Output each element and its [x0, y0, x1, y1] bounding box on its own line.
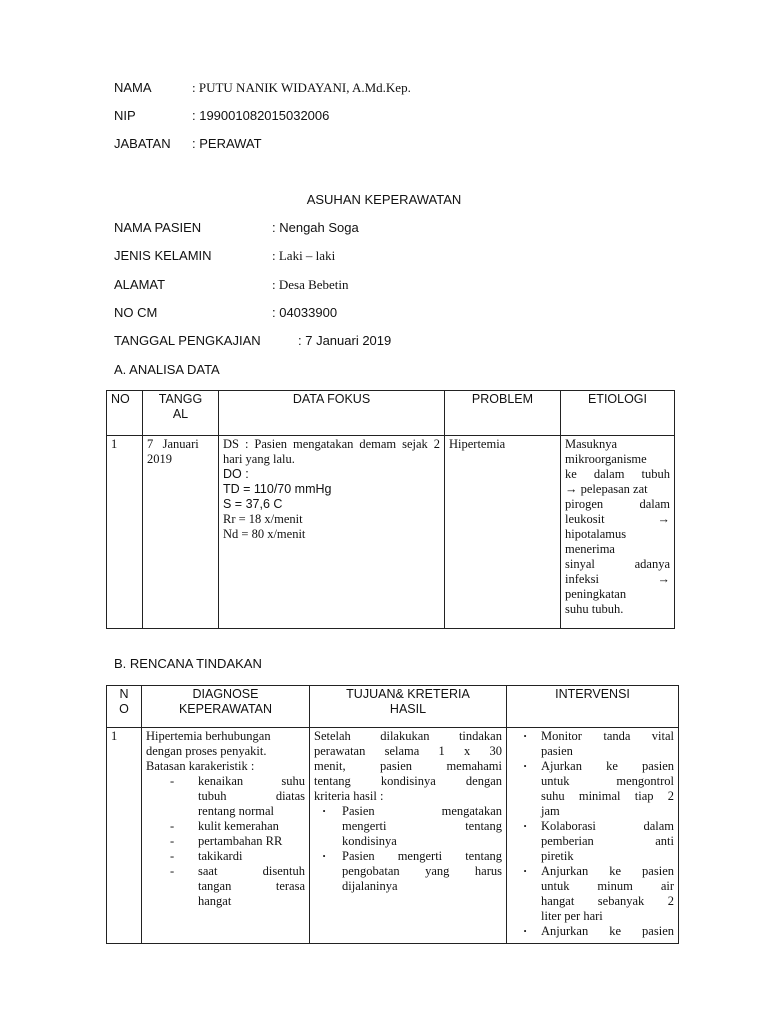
col-header-intervensi: INTERVENSI [507, 686, 679, 728]
col-header-tujuan: TUJUAN& KRETERIA HASIL [310, 686, 507, 728]
row-intervensi [507, 728, 679, 944]
col-header-tanggal: TANGG AL [143, 391, 219, 436]
jenis-kelamin-label: JENIS KELAMIN [114, 248, 212, 263]
jabatan-value: : PERAWAT [192, 136, 262, 151]
arrow-right-icon: → [657, 512, 670, 526]
nama-value: : PUTU NANIK WIDAYANI, A.Md.Kep. [192, 80, 411, 95]
arrow-right-icon: → [657, 572, 670, 586]
row-data-fokus [219, 436, 445, 629]
nocm-label: NO CM [114, 305, 158, 320]
list-item: · Anjurkan ke pasien [511, 924, 674, 939]
tanggal-pengkajian-value: : 7 Januari 2019 [298, 333, 392, 348]
arrow-right-icon: → [565, 482, 578, 496]
analisa-data-table [106, 390, 675, 629]
list-item: · Monitor tanda vital pasien [511, 729, 674, 759]
row-tanggal: 7 Januari 2019 [143, 436, 219, 629]
nama-pasien-label: NAMA PASIEN [114, 220, 202, 235]
document-title: ASUHAN KEPERAWATAN [306, 192, 462, 207]
row-no: 1 [107, 728, 142, 944]
kriteria-list [314, 804, 502, 894]
col-header-problem: PROBLEM [445, 391, 561, 436]
nip-value: : 199001082015032006 [192, 108, 330, 123]
rr-value: Rr = 18 x/menit [223, 512, 303, 526]
s-value: S = 37,6 C [223, 497, 283, 511]
row-tujuan: Setelah dilakukan tindakan perawatan selama 1 x 30 menit, pasien memahami tentang kondisinya dengan kriteria hasil : · Pasien mengatakan mengerti tentang kondisinya · Pasien mengerti tentang pengobatan yang harus dijalaninya [310, 728, 507, 944]
col-header-etiologi: ETIOLOGI [561, 391, 675, 436]
section-a-heading: A. ANALISA DATA [114, 362, 220, 377]
list-item: - saat disentuh tangan terasa hangat [170, 864, 305, 909]
list-item: - kulit kemerahan [170, 819, 305, 834]
list-item: · Anjurkan ke pasien untuk minum air hangat sebanyak 2 liter per hari [511, 864, 674, 924]
row-etiologi: Masuknya mikroorganisme ke dalam tubuh → pelepasan zat pirogen dalam leukosit → hipotalamus menerima sinyal adanya infeksi → peningkatan suhu tubuh. [561, 436, 675, 629]
list-item: - pertambahan RR [170, 834, 305, 849]
nama-pasien-value: : Nengah Soga [272, 220, 359, 235]
nama-label: NAMA [114, 80, 152, 95]
col-header-data-fokus: DATA FOKUS [219, 391, 445, 436]
intervensi-list [511, 729, 674, 939]
list-item: · Kolaborasi dalam pemberian anti piretik [511, 819, 674, 864]
list-item: - takikardi [170, 849, 305, 864]
nocm-value: : 04033900 [272, 305, 338, 320]
analisa-row-1 [107, 436, 675, 629]
section-b-heading: B. RENCANA TINDAKAN [114, 656, 262, 671]
jenis-kelamin-value: : Laki – laki [272, 248, 336, 263]
row-diagnose: Hipertemia berhubungan dengan proses penyakit. Batasan karakeristik : - kenaikan suhu tubuh diatas rentang normal - kulit kemerahan - pertambahan RR - takikardi - saat disentuh tangan terasa hangat [142, 728, 310, 944]
tanggal-pengkajian-label: TANGGAL PENGKAJIAN [114, 333, 261, 348]
col-header-no: NO [107, 391, 143, 436]
do-label: DO : [223, 467, 249, 481]
batasan-list [146, 774, 305, 909]
list-item: · Pasien mengatakan mengerti tentang kondisinya [314, 804, 502, 849]
list-item: · Pasien mengerti tentang pengobatan yang harus dijalaninya [314, 849, 502, 894]
alamat-value: : Desa Bebetin [272, 277, 349, 292]
rencana-header-row [107, 686, 679, 728]
ds-text: DS : Pasien mengatakan demam sejak 2 hari yang lalu. [223, 437, 440, 466]
alamat-label: ALAMAT [114, 277, 166, 292]
rencana-row-1 [107, 728, 679, 944]
col-header-diagnose: DIAGNOSE KEPERAWATAN [142, 686, 310, 728]
nd-value: Nd = 80 x/menit [223, 527, 306, 541]
analisa-header-row [107, 391, 675, 436]
row-problem: Hipertemia [445, 436, 561, 629]
row-no: 1 [107, 436, 143, 629]
jabatan-label: JABATAN [114, 136, 171, 151]
col-header-no: N O [107, 686, 142, 728]
nip-label: NIP [114, 108, 136, 123]
td-value: TD = 110/70 mmHg [223, 482, 332, 496]
list-item: - kenaikan suhu tubuh diatas rentang normal [170, 774, 305, 819]
list-item: · Ajurkan ke pasien untuk mengontrol suhu minimal tiap 2 jam [511, 759, 674, 819]
rencana-tindakan-table [106, 685, 679, 944]
